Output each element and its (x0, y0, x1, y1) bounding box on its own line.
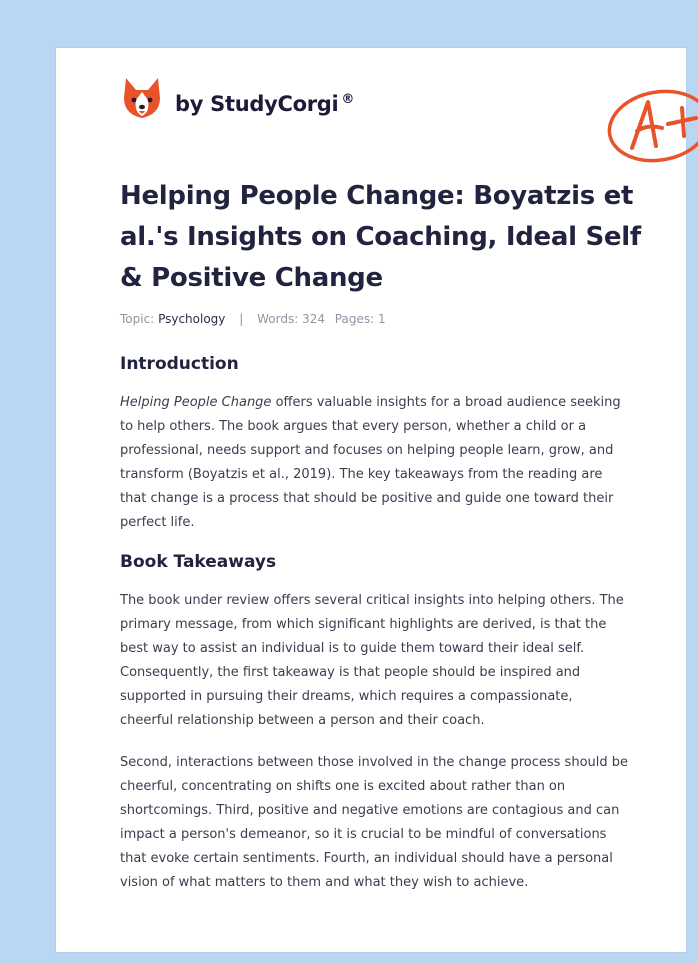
section-heading-introduction: Introduction (120, 354, 239, 374)
section-heading-book-takeaways: Book Takeaways (120, 552, 277, 572)
document-meta (120, 312, 386, 326)
document-page (56, 48, 686, 952)
words-value: 324 (302, 312, 325, 326)
paragraph-takeaways-1: The book under review offers several critical insights into helping others. The primary message, from which significant highlights are derived, is that the best way to assist an individual is to guide them toward their ideal self. Consequently, the first takeaway is that people should be inspired and supported in pursuing their dreams, which requires a compassionate, cheerful relationship between a person and their coach. (120, 593, 624, 728)
pages-value: 1 (377, 312, 386, 326)
topic-label: Topic: (120, 312, 155, 326)
site-header (122, 76, 642, 140)
page-title: Helping People Change: Boyatzis et al.'s Insights on Coaching, Ideal Self & Positive Change (120, 181, 641, 293)
words-label: Words: (257, 312, 299, 326)
meta-separator: | (239, 312, 244, 326)
registered-mark: ® (341, 92, 355, 107)
paragraph-introduction: Helping People Change offers valuable insights for a broad audience seeking to help others. The book argues that every person, whether a child or a professional, needs support and focuses on helping people learn, grow, and transform (Boyatzis et al., 2019). The key takeaways from the reading are that change is a process that should be positive and guide one toward their perfect life. (120, 395, 621, 530)
pages-label: Pages: (334, 312, 375, 326)
brand-name[interactable]: by StudyCorgi ® (175, 92, 355, 116)
a-plus-badge-icon (604, 86, 698, 166)
book-title-italic: Helping People Change (120, 395, 272, 410)
corgi-logo-icon[interactable] (122, 76, 162, 120)
paragraph-takeaways-2: Second, interactions between those involved in the change process should be cheerful, concentrating on shifts one is excited about rather than on shortcomings. Third, positive and negative emotions are contagious and can impact a person's demeanor, so it is crucial to be mindful of conversations that evoke certain sentiments. Fourth, an individual should have a personal vision of what matters to them and what they wish to achieve. (120, 755, 629, 890)
topic-value[interactable]: Psychology (158, 312, 226, 326)
